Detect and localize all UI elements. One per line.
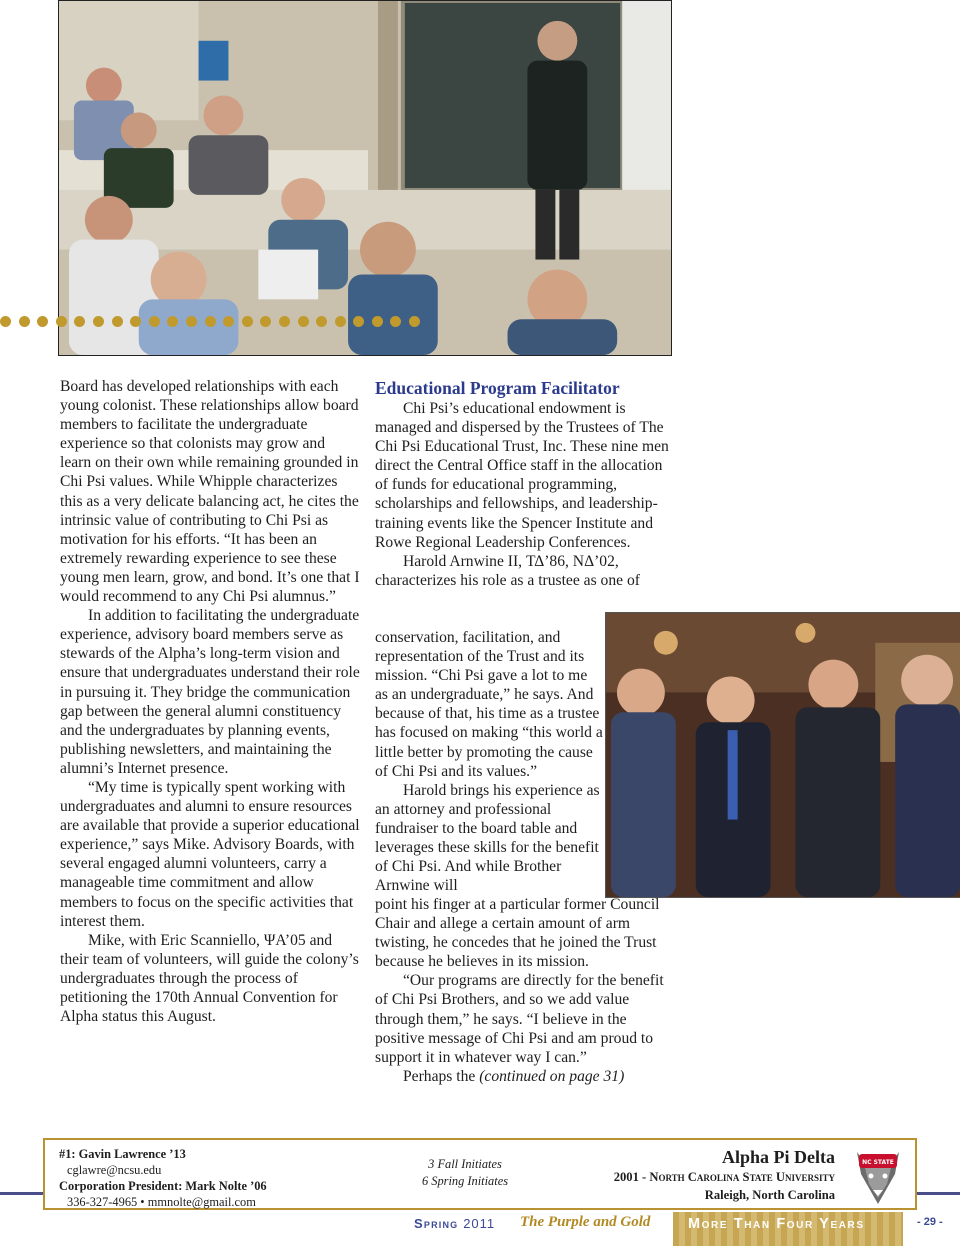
fall-initiates: 3 Fall Initiates bbox=[428, 1157, 502, 1171]
paragraph-continued bbox=[375, 1067, 675, 1086]
chapter-name: Alpha Pi Delta bbox=[721, 1147, 835, 1167]
paragraph: Harold brings his experience as an attorney and professional fundraiser to the board table and leverages these skills for the benefit of Chi Psi. And while Brother Arnwine will bbox=[375, 781, 600, 895]
paragraph: In addition to facilitating the undergraduate experience, advisory board members serve as stewards of the Alpha’s long-term vision and ensure that undergraduates understand their role in pursuing it. They bridge the communication gap between the general alumni constituency and the undergraduates by planning events, publishing newsletters, and maintaining the alumni’s Internet presence. bbox=[60, 607, 360, 777]
contact2-detail[interactable]: 336-327-4965 • mmnolte@gmail.com bbox=[67, 1195, 256, 1209]
chapter-info-box bbox=[43, 1138, 917, 1210]
issue-label bbox=[414, 1216, 495, 1231]
paragraph-text: Perhaps the bbox=[403, 1067, 480, 1085]
right-article-column bbox=[375, 377, 675, 590]
right-article-column-wrapped bbox=[375, 628, 603, 895]
paragraph: “Our programs are directly for the benefit of Chi Psi Brothers, and so we add value through them,” he says. “I believe in the positive message of Chi Psi and am proud to support it in whatever way I can.” bbox=[375, 972, 664, 1066]
logo-text: NC STATE bbox=[862, 1159, 894, 1166]
footer-rule-left bbox=[0, 1192, 43, 1195]
right-article-column-bottom bbox=[375, 895, 675, 1086]
issue-season: Spring bbox=[414, 1216, 459, 1231]
contact-block bbox=[59, 1146, 267, 1210]
chapter-location: Raleigh, North Carolina bbox=[704, 1188, 835, 1202]
paragraph: Mike, with Eric Scanniello, ΨΑ’05 and their team of volunteers, will guide the colony’s undergraduates through the process of petitioning the 170th Annual Convention for Alpha status this August. bbox=[60, 931, 359, 1026]
paragraph: Harold Arnwine II, ΤΔ’86, ΝΔ’02, characterizes his role as a trustee as one of bbox=[375, 552, 640, 589]
continued-link[interactable]: (continued on page 31) bbox=[479, 1067, 625, 1085]
chapter-block bbox=[614, 1146, 835, 1204]
footer-rule-right bbox=[917, 1192, 960, 1195]
page-number: - 29 - bbox=[917, 1216, 943, 1228]
publication-name: The Purple and Gold bbox=[520, 1214, 651, 1230]
decorative-dot-rule bbox=[0, 316, 428, 330]
issue-year: 2011 bbox=[463, 1216, 496, 1231]
wolf-mascot-logo bbox=[851, 1144, 905, 1206]
paragraph: Chi Psi’s educational endowment is managed and dispersed by the Trustees of The Chi Psi Educational Trust, Inc. These nine men direct the Central Office staff in the allocation of funds for educational programming, scholarships and fellowships, and leadership-training events like the Spencer Institute and Rowe Regional Leadership Conferences. bbox=[375, 400, 669, 551]
contact1-email[interactable]: cglawre@ncsu.edu bbox=[67, 1163, 162, 1177]
paragraph: conservation, facilitation, and representation of the Trust and its mission. “Chi Psi gave a lot to me as an undergraduate,” he says. And because of that, his time as a trustee has focused on making “this world a little better by promoting the cause of Chi Psi and its values.” bbox=[375, 629, 603, 780]
chapter-founding-line: 2001 - North Carolina State University bbox=[613, 1170, 835, 1184]
section-heading: Educational Program Facilitator bbox=[375, 378, 620, 398]
paragraph: “My time is typically spent working with undergraduates and alumni to ensure resources are available that provide a superior educational experience,” says Mike. Advisory Boards, with several engaged alumni volunteers, carry a manageable time commitment and allow members to focus on the specific activities that interest them. bbox=[60, 778, 360, 930]
contact1-label: #1: Gavin Lawrence ’13 bbox=[59, 1147, 186, 1161]
initiates-block bbox=[385, 1156, 545, 1190]
contact2-label: Corporation President: Mark Nolte ’06 bbox=[59, 1179, 267, 1193]
left-article-column bbox=[60, 377, 360, 1026]
tagline: More Than Four Years bbox=[688, 1216, 865, 1232]
paragraph: Board has developed relationships with each young colonist. These relationships allow board members to facilitate the undergraduate experience so that colonists may grow and learn on their own while remaining grounded in Chi Psi values. While Whipple characterizes this as a very delicate balancing act, he cites the intrinsic value of contributing to Chi Psi as motivation for his efforts. “It has been an extremely rewarding experience to see these young men learn, grow, and bond. It’s one that I would recommend to any Chi Psi alumnus.” bbox=[60, 378, 360, 606]
paragraph: point his finger at a particular former Council Chair and allege a certain amount of arm twisting, he concedes that he joined the Trust because he believes in its mission. bbox=[375, 896, 660, 971]
group-photo bbox=[605, 612, 960, 898]
spring-initiates: 6 Spring Initiates bbox=[421, 1174, 509, 1188]
classroom-photo bbox=[58, 0, 672, 356]
